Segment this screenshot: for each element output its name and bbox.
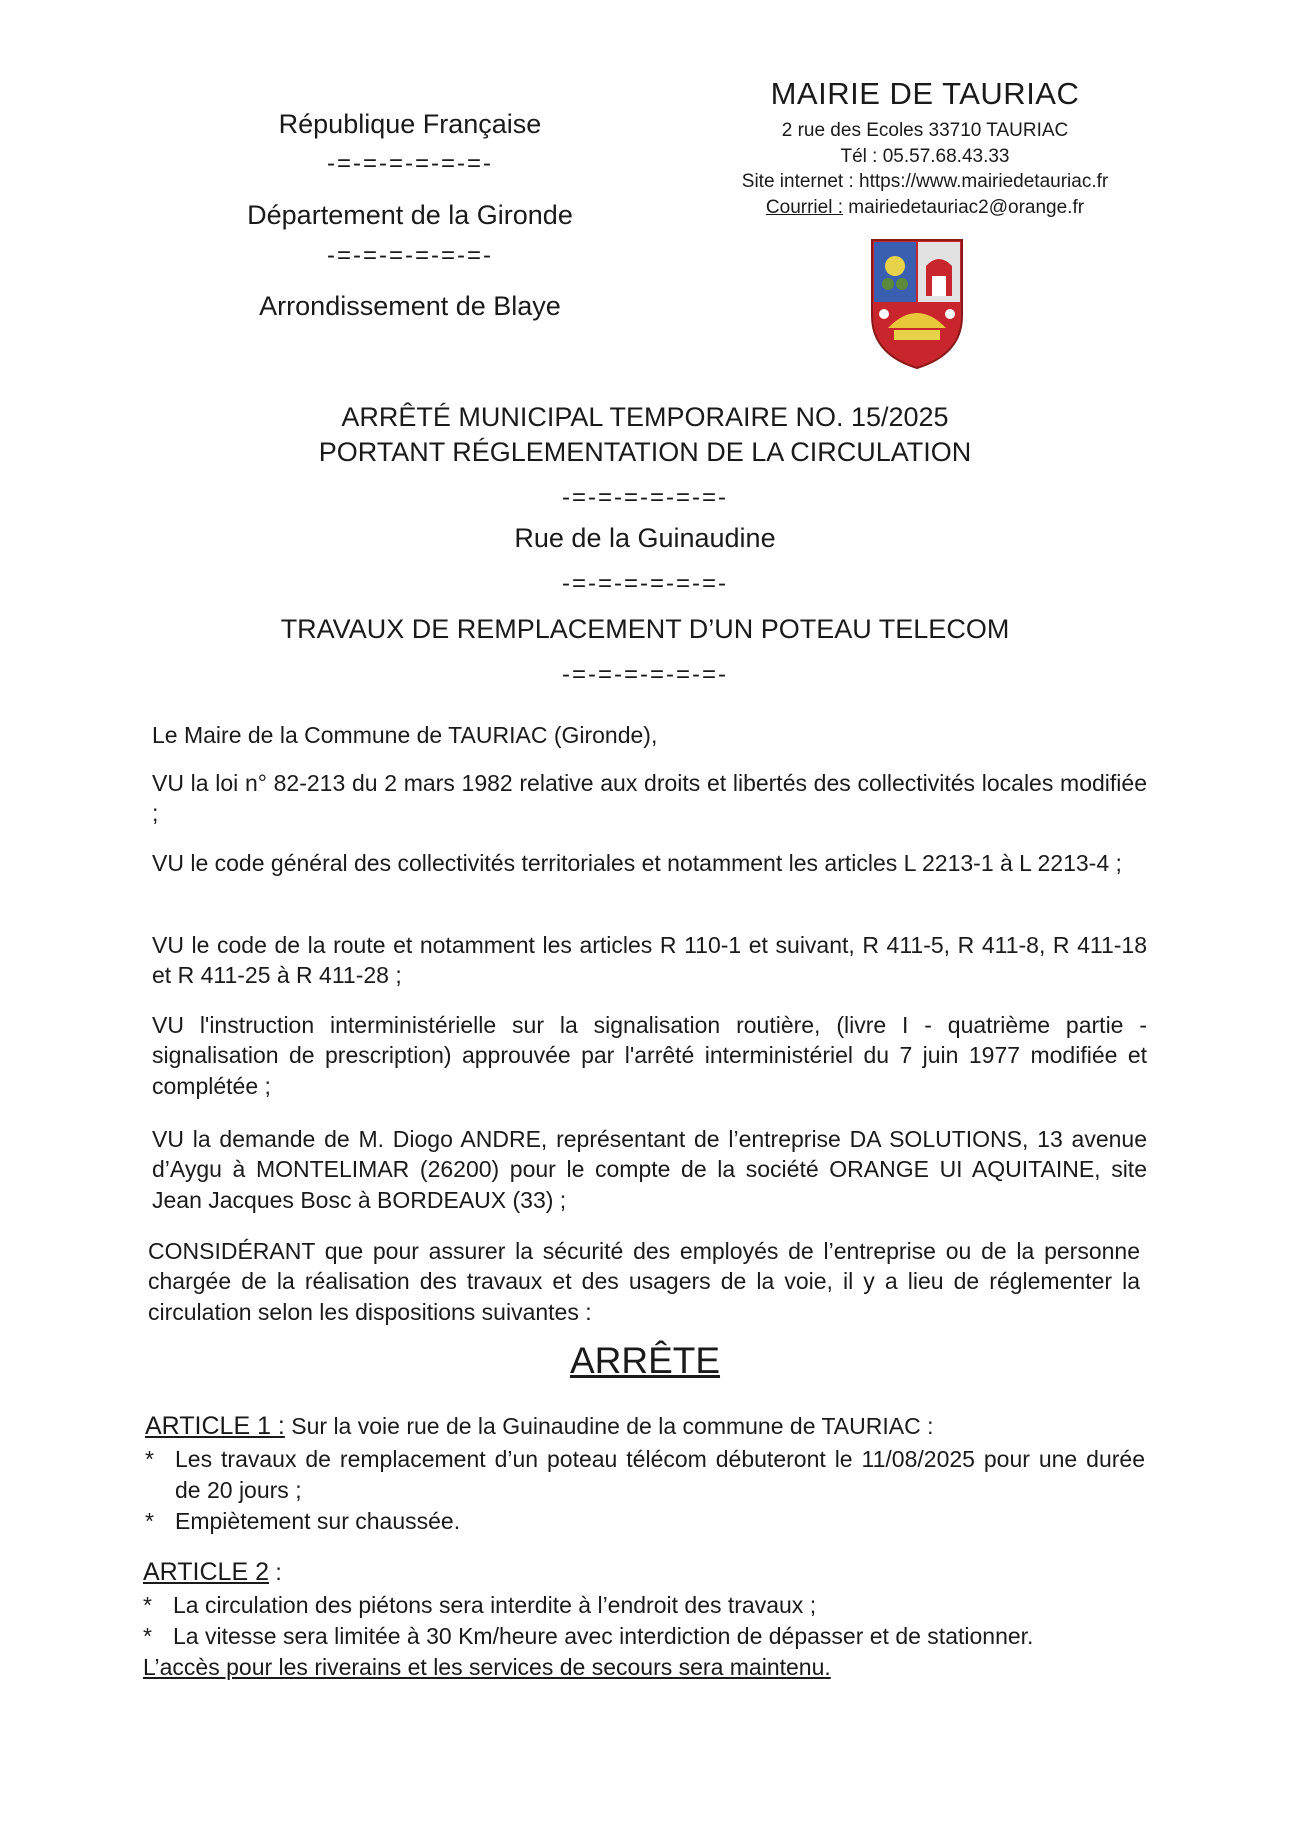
list-item-text: La circulation des piétons sera interdite à l’endroit des travaux ;: [173, 1591, 817, 1618]
republique-label: République Française: [278, 109, 542, 139]
header-left: [190, 108, 630, 323]
works-title: TRAVAUX DE REMPLACEMENT D’UN POTEAU TELECOM: [280, 613, 1010, 644]
bullet-marker: *: [145, 1445, 154, 1472]
email-label: Courriel :: [765, 196, 843, 218]
coat-of-arms-icon: [868, 236, 966, 370]
departement-label: Département de la Gironde: [247, 200, 573, 231]
considerant-paragraph: CONSIDÉRANT que pour assurer la sécurité des employés de l’entreprise ou de la personne chargée de la réalisation des travaux et des usagers de la voie, il y a lieu de réglementer la circulation selon les dispositions suivantes :: [148, 1238, 1140, 1325]
arrete-subtitle: PORTANT RÉGLEMENTATION DE LA CIRCULATION: [318, 437, 972, 468]
separator: -=-=-=-=-=-=-: [326, 150, 494, 178]
vu-paragraph: VU le code général des collectivités territoriales et notamment les articles L 2213-1 à L 2213-4 ;: [152, 850, 1122, 876]
bullet-marker: *: [143, 1591, 152, 1618]
article-1-heading: ARTICLE 1 :: [145, 1412, 285, 1440]
mairie-tel: Tél : 05.57.68.43.33: [840, 145, 1010, 167]
article-1-text: Sur la voie rue de la Guinaudine de la commune de TAURIAC :: [284, 1413, 934, 1439]
email-value: mairiedetauriac2@orange.fr: [843, 196, 1085, 218]
bullet-marker: *: [143, 1622, 152, 1649]
list-item: [145, 1506, 1145, 1537]
vu-paragraph: VU le code de la route et notamment les articles R 110-1 et suivant, R 411-5, R 411-8, R 411-18 et R 411-25 à R 411-28 ;: [152, 932, 1147, 989]
vu-paragraph: VU la demande de M. Diogo ANDRE, représentant de l’entreprise DA SOLUTIONS, 13 avenue d’Aygu à MONTELIMAR (26200) pour le compte de la société ORANGE UI AQUITAINE, site Jean Jacques Bosc à BORDEAUX (33) ;: [152, 1126, 1147, 1213]
bullet-marker: *: [145, 1507, 154, 1534]
vu-paragraph: VU l'instruction interministérielle sur la signalisation routière, (livre I - quatrième partie - signalisation de prescription) approuvée par l'arrêté interministériel du 7 juin 1977 modifiée et complétée ;: [152, 1012, 1147, 1099]
separator: -=-=-=-=-=-=-: [561, 660, 729, 688]
street-name: Rue de la Guinaudine: [514, 523, 776, 554]
mairie-title: MAIRIE DE TAURIAC: [770, 76, 1080, 111]
vu-paragraph: VU la loi n° 82-213 du 2 mars 1982 relative aux droits et libertés des collectivités locales modifiée ;: [152, 770, 1147, 827]
article-2-heading: ARTICLE 2: [143, 1558, 269, 1586]
article-1-intro: [145, 1410, 1145, 1444]
article-2-colon: :: [268, 1559, 282, 1585]
article-2-intro: [143, 1556, 1143, 1590]
separator: -=-=-=-=-=-=-: [326, 241, 494, 269]
mairie-address: 2 rue des Ecoles 33710 TAURIAC: [781, 120, 1069, 141]
list-item-text: Les travaux de remplacement d’un poteau télécom débuteront le 11/08/2025 pour une durée de 20 jours ;: [175, 1445, 1145, 1503]
arrete-heading: ARRÊTE: [569, 1340, 721, 1381]
separator: -=-=-=-=-=-=-: [561, 570, 729, 598]
arrondissement-label: Arrondissement de Blaye: [259, 291, 561, 322]
separator: -=-=-=-=-=-=-: [561, 484, 729, 512]
list-item-text: Empiètement sur chaussée.: [175, 1507, 461, 1534]
mairie-email: [700, 195, 1150, 221]
article-2-note: L’accès pour les riverains et les services de secours sera maintenu.: [143, 1653, 831, 1680]
header-right: [700, 76, 1150, 221]
list-item: [145, 1444, 1145, 1506]
list-item: [143, 1621, 1143, 1652]
arrete-title: ARRÊTÉ MUNICIPAL TEMPORAIRE NO. 15/2025: [341, 402, 949, 432]
mairie-website: Site internet : https://www.mairiedetauriac.fr: [741, 171, 1109, 193]
list-item: [143, 1590, 1143, 1621]
intro-paragraph: Le Maire de la Commune de TAURIAC (Gironde),: [152, 722, 658, 748]
title-block: [0, 400, 1290, 690]
article-1: [145, 1410, 1145, 1537]
article-2: [143, 1556, 1143, 1683]
list-item-text: La vitesse sera limitée à 30 Km/heure avec interdiction de dépasser et de stationner.: [173, 1622, 1034, 1649]
